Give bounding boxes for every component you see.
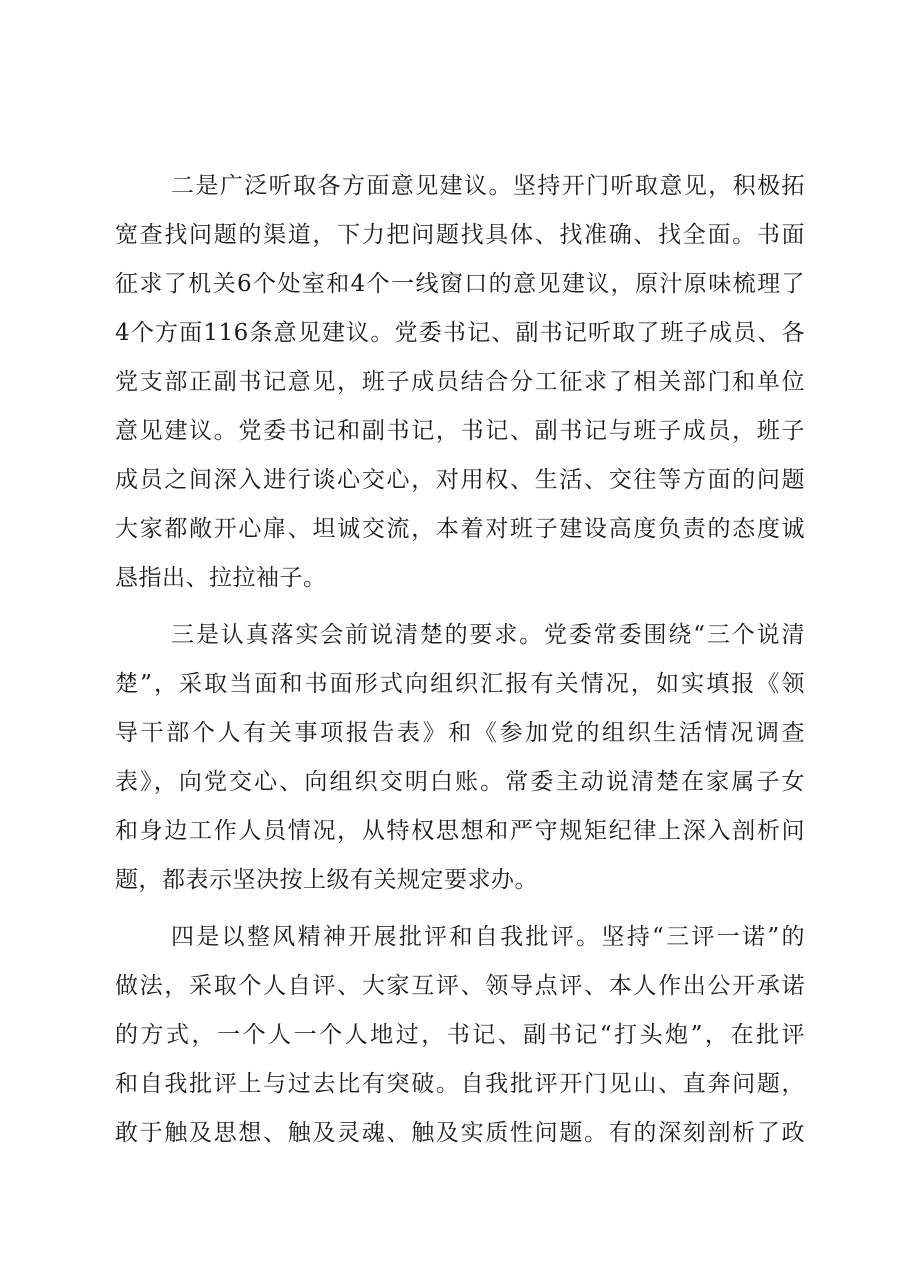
text-line: 的方式，一个人一个人地过，书记、副书记“打头炮”，在批评 bbox=[115, 1022, 805, 1048]
text-line: 表》，向党交心、向组织交明白账。常委主动说清楚在家属子女 bbox=[115, 769, 805, 795]
text-line: 大家都敞开心扉、坦诚交流，本着对班子建设高度负责的态度诚 bbox=[115, 516, 805, 542]
text-line: 4个方面116条意见建议。党委书记、副书记听取了班子成员、各 bbox=[115, 320, 805, 346]
text-line: 二是广泛听取各方面意见建议。坚持开门听取意见，积极拓 bbox=[171, 173, 805, 199]
paragraph-2 bbox=[115, 162, 805, 603]
text-line: 四是以整风精神开展批评和自我批评。坚持“三评一诺”的 bbox=[171, 924, 805, 950]
document-body bbox=[115, 162, 805, 1166]
text-line: 和自我批评上与过去比有突破。自我批评开门见山、直奔问题， bbox=[115, 1071, 805, 1097]
text-line: 宽查找问题的渠道，下力把问题找具体、找准确、找全面。书面 bbox=[115, 222, 805, 248]
text-line: 恳指出、拉拉袖子。 bbox=[115, 565, 327, 591]
text-line: 导干部个人有关事项报告表》和《参加党的组织生活情况调查 bbox=[115, 720, 805, 746]
text-line: 三是认真落实会前说清楚的要求。党委常委围绕“三个说清 bbox=[171, 622, 805, 648]
text-line: 征求了机关6个处室和4个一线窗口的意见建议，原汁原味梳理了 bbox=[115, 271, 805, 297]
text-line: 意见建议。党委书记和副书记，书记、副书记与班子成员，班子 bbox=[115, 418, 805, 444]
paragraph-4 bbox=[115, 913, 805, 1158]
paragraph-3 bbox=[115, 611, 805, 905]
text-line: 和身边工作人员情况，从特权思想和严守规矩纪律上深入剖析问 bbox=[115, 818, 805, 844]
text-line: 题，都表示坚决按上级有关规定要求办。 bbox=[115, 867, 538, 893]
text-line: 成员之间深入进行谈心交心，对用权、生活、交往等方面的问题 bbox=[115, 467, 805, 493]
text-line: 做法，采取个人自评、大家互评、领导点评、本人作出公开承诺 bbox=[115, 973, 805, 999]
text-line: 敢于触及思想、触及灵魂、触及实质性问题。有的深刻剖析了政 bbox=[115, 1120, 805, 1146]
text-line: 楚”，采取当面和书面形式向组织汇报有关情况，如实填报《领 bbox=[115, 671, 805, 697]
text-line: 党支部正副书记意见，班子成员结合分工征求了相关部门和单位 bbox=[115, 369, 805, 395]
